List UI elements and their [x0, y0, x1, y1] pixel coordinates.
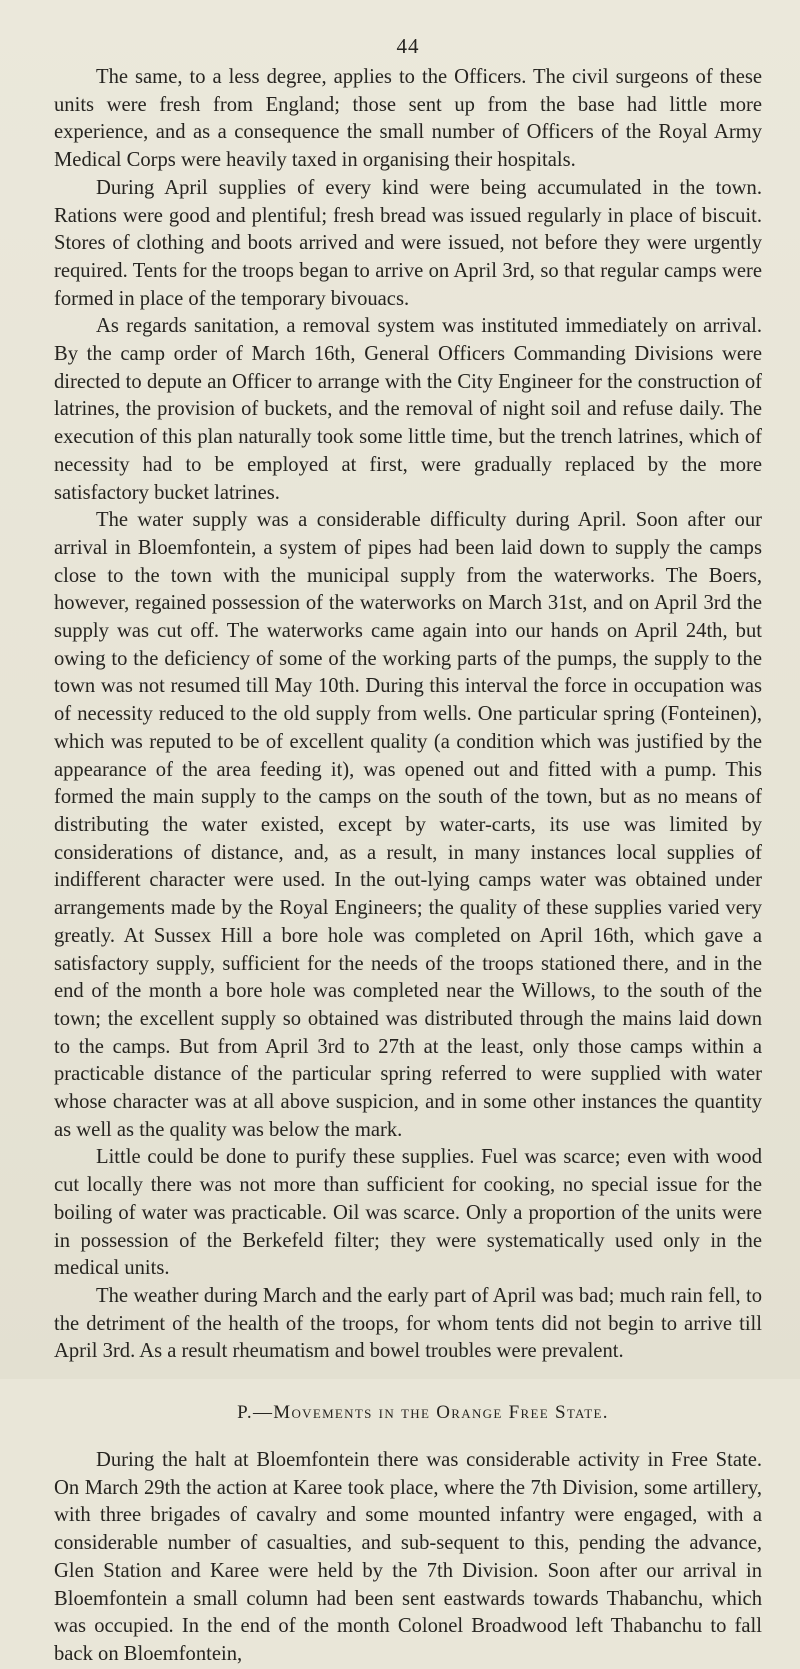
- paragraph-purification: Little could be done to purify these supplies. Fuel was scarce; even with wood cut locally there was not more than sufficient for cooking, no special issue for the boiling of water was practicable. Oil was scarce. Only a proportion of the units were in possession of the Berkefeld filter; they were systematically used only in the medical units.: [54, 1146, 762, 1280]
- body-text-bottom: [54, 1447, 762, 1669]
- section-dash: —: [252, 1402, 274, 1424]
- paragraph-movements: During the halt at Bloemfontein there was considerable activity in Free State. On March 29th the action at Karee took place, where the 7th Division, some artillery, with three brigades of cavalry and some mounted infantry were engaged, with a considerable number of casualties, and sub-sequent to this, pending the advance, Glen Station and Karee were held by the 7th Division. Soon after our arrival in Bloemfontein a small column had been sent eastwards towards Thabanchu, which was occupied. In the end of the month Colonel Broadwood left Thabanchu to fall back on Bloemfontein,: [54, 1449, 762, 1665]
- body-text-top: [54, 64, 762, 1366]
- paragraph-officers: The same, to a less degree, applies to the Officers. The civil surgeons of these units were fresh from England; those sent up from the base had little more experience, and as a consequence the small number of Officers of the Royal Army Medical Corps were heavily taxed in organising their hospitals.: [54, 66, 762, 172]
- paragraph-water-supply: The water supply was a considerable difficulty during April. Soon after our arrival in Bloemfontein, a system of pipes had been laid down to supply the camps close to the town with the municipal supply from the waterworks. The Boers, however, regained possession of the waterworks on March 31st, and on April 3rd the supply was cut off. The waterworks came again into our hands on April 24th, but owing to the deficiency of some of the working parts of the pumps, the supply to the town was not resumed till May 10th. During this interval the force in occupation was of necessity reduced to the old supply from wells. One particular spring (Fonteinen), which was reputed to be of excellent quality (a condition which was justified by the appearance of the area feeding it), was opened out and fitted with a pump. This formed the main supply to the camps on the south of the town, but as no means of distributing the water existed, except by water-carts, its use was limited by considerations of distance, and, as a result, in many instances local supplies of indifferent character were used. In the out-lying camps water was obtained under arrangements made by the Royal Engineers; the quality of these supplies varied very greatly. At Sussex Hill a bore hole was completed on April 16th, which gave a satisfactory supply, sufficient for the needs of the troops stationed there, and in the end of the month a bore hole was completed near the Willows, to the south of the town; the excellent supply so obtained was distributed through the mains laid down to the camps. But from April 3rd to 27th at the least, only those camps within a practicable distance of the particular spring referred to were supplied with water whose character was at all above suspicion, and in some other instances the quantity as well as the quality was below the mark.: [54, 509, 762, 1141]
- section-letter: P.: [237, 1402, 253, 1424]
- section-heading: [54, 1400, 762, 1426]
- paragraph-sanitation: As regards sanitation, a removal system was instituted immediately on arrival. By the camp order of March 16th, General Officers Commanding Divisions were directed to depute an Officer to arrange with the City Engineer for the construction of latrines, the provision of buckets, and the removal of night soil and refuse daily. The execution of this plan naturally took some little time, but the trench latrines, which of necessity had to be employed at first, were gradually replaced by the more satisfactory bucket latrines.: [54, 315, 762, 504]
- paragraph-supplies: During April supplies of every kind were being accumulated in the town. Rations were good and plentiful; fresh bread was issued regularly in place of biscuit. Stores of clothing and boots arrived and were issued, not before they were urgently required. Tents for the troops began to arrive on April 3rd, so that regular camps were formed in place of the temporary bivouacs.: [54, 176, 762, 310]
- paragraph-weather: The weather during March and the early part of April was bad; much rain fell, to the detriment of the health of the troops, for whom tents did not begin to arrive till April 3rd. As a result rheumatism and bowel troubles were prevalent.: [54, 1284, 762, 1363]
- page-number: 44: [396, 34, 420, 58]
- section-title: Movements in the Orange Free State.: [273, 1402, 609, 1424]
